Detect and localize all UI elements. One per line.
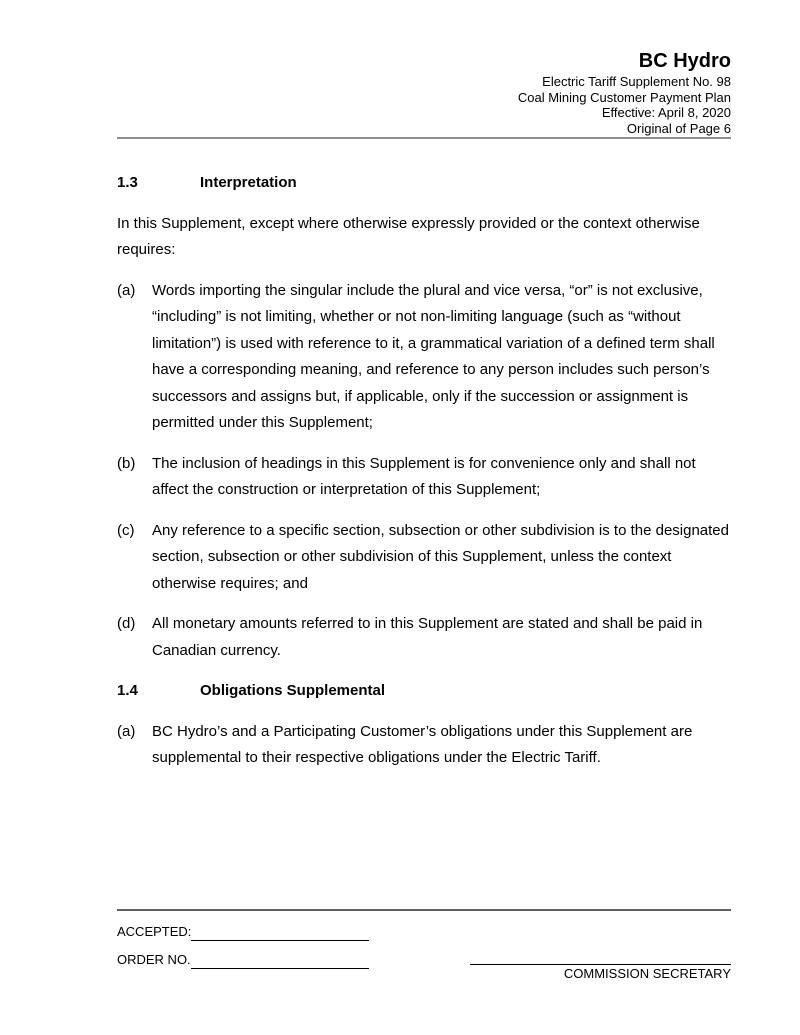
order-number-label: ORDER NO. — [117, 952, 191, 967]
list-item-1-3-c — [117, 518, 731, 598]
footer-divider — [117, 909, 731, 911]
accepted-row — [117, 924, 369, 941]
item-label: (a) — [117, 281, 136, 299]
header-page-line: Original of Page 6 — [626, 121, 731, 137]
item-label: (c) — [117, 521, 135, 539]
order-number-row — [117, 952, 369, 969]
document-body — [117, 170, 731, 786]
document-header — [117, 49, 731, 137]
section-title: Obligations Supplemental — [200, 682, 386, 699]
section-number: 1.3 — [117, 174, 138, 191]
accepted-label: ACCEPTED: — [117, 924, 192, 939]
list-item-1-3-d — [117, 611, 731, 664]
list-item-1-3-a — [117, 278, 731, 437]
signature-line — [470, 964, 731, 965]
item-text: All monetary amounts referred to in this Supplement are stated and shall be paid in Canadian currency. — [152, 615, 703, 659]
order-number-blank-line — [191, 952, 369, 969]
item-text: BC Hydro’s and a Participating Customer’s obligations under this Supplement are supplemental to their respective obligations under the Electric Tariff. — [152, 722, 693, 766]
header-supplement-line: Electric Tariff Supplement No. 98 — [542, 74, 731, 89]
item-label: (a) — [117, 722, 136, 740]
item-text: Any reference to a specific section, subsection or other subdivision is to the designated section, subsection or other subdivision of this Supplement, unless the context otherwise requires; and — [152, 521, 729, 592]
section-title: Interpretation — [200, 174, 297, 191]
item-text: Words importing the singular include the plural and vice versa, “or” is not exclusive, “including” is not limiting, whether or not non-limiting language (such as “without limitation”) is used with reference to it, a grammatical variation of a defined term shall have a corresponding meaning, and reference to any person includes such person’s successors and assigns but, if applicable, only if the succession or assignment is permitted under this Supplement; — [152, 281, 715, 431]
header-divider — [117, 137, 731, 139]
list-item-1-3-b — [117, 451, 731, 504]
item-label: (d) — [117, 615, 136, 632]
section-heading-1-3 — [117, 170, 731, 197]
signature-block — [470, 964, 731, 982]
item-label: (b) — [117, 454, 136, 472]
section-1-3-intro: In this Supplement, except where otherwise expressly provided or the context otherwise requires: — [117, 214, 700, 258]
header-effective-line: Effective: April 8, 2020 — [601, 105, 731, 121]
list-item-1-4-a — [117, 719, 731, 772]
company-name: BC Hydro — [638, 50, 731, 72]
commission-secretary-label: COMMISSION SECRETARY — [563, 966, 731, 981]
section-number: 1.4 — [117, 682, 138, 699]
accepted-blank-line — [191, 924, 369, 941]
section-heading-1-4 — [117, 678, 731, 705]
item-text: The inclusion of headings in this Supplement is for convenience only and shall not affect the construction or interpretation of this Supplement; — [152, 454, 696, 498]
header-plan-line: Coal Mining Customer Payment Plan — [517, 89, 731, 105]
